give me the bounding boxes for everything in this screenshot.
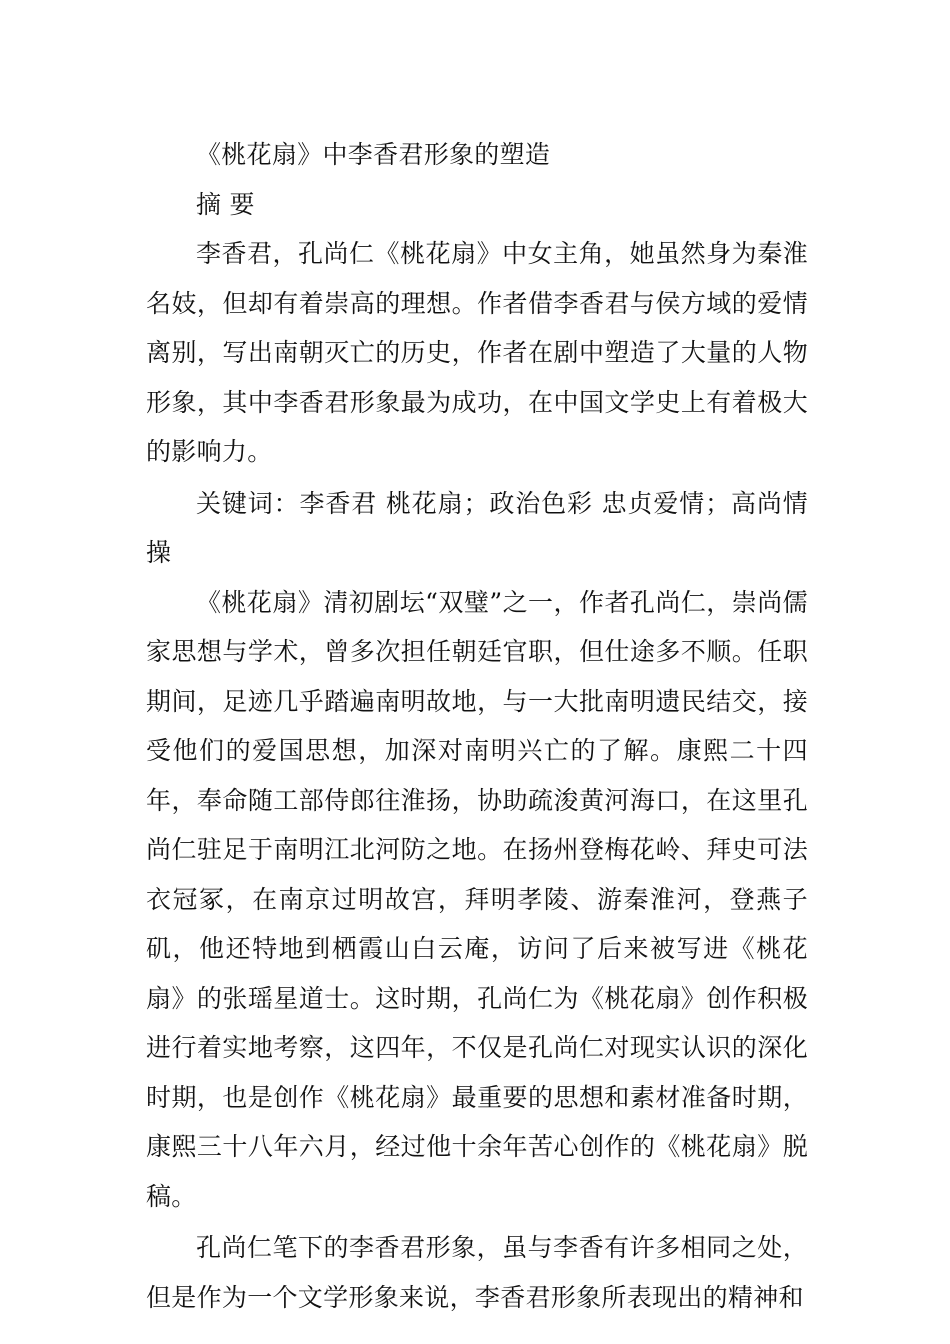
body-paragraph-1: 《桃花扇》清初剧坛“双璧”之一，作者孔尚仁，崇尚儒家思想与学术，曾多次担任朝廷官职，但仕途多不顺。任职期间，足迹几乎踏遍南明故地，与一大批南明遗民结交，接受他们的爱国思想，加深对南明兴亡的了解。康熙二十四年，奉命随工部侍郎往淮扬，协助疏浚黄河海口，在这里孔尚仁驻足于南明江北河防之地。在扬州登梅花岭、拜史可法衣冠冢，在南京过明故宫，拜明孝陵、游秦淮河，登燕子矶，他还特地到栖霞山白云庵，访问了后来被写进《桃花扇》的张瑶星道士。这时期，孔尚仁为《桃花扇》创作积极进行着实地考察，这四年，不仅是孔尚仁对现实认识的深化时期，也是创作《桃花扇》最重要的思想和素材准备时期，康熙三十八年六月，经过他十余年苦心创作的《桃花扇》脱稿。	[146, 587, 808, 1211]
body-paragraph-2: 孔尚仁笔下的李香君形象，虽与李香有许多相同之处，但是作为一个文学形象来说，李香君形象所表现出的精神和	[146, 1233, 808, 1312]
abstract-paragraph: 李香君，孔尚仁《桃花扇》中女主角，她虽然身为秦淮名妓，但却有着崇高的理想。作者借李香君与侯方域的爱情离别，写出南朝灭亡的历史，作者在剧中塑造了大量的人物形象，其中李香君形象最为成功，在中国文学史上有着极大的影响力。	[146, 239, 808, 466]
document-title: 《桃花扇》中李香君形象的塑造	[196, 140, 551, 169]
document-body	[146, 130, 808, 1322]
keywords-line: 关键词：李香君 桃花扇；政治色彩 忠贞爱情；高尚情操	[146, 488, 808, 567]
abstract-label: 摘 要	[196, 189, 255, 219]
